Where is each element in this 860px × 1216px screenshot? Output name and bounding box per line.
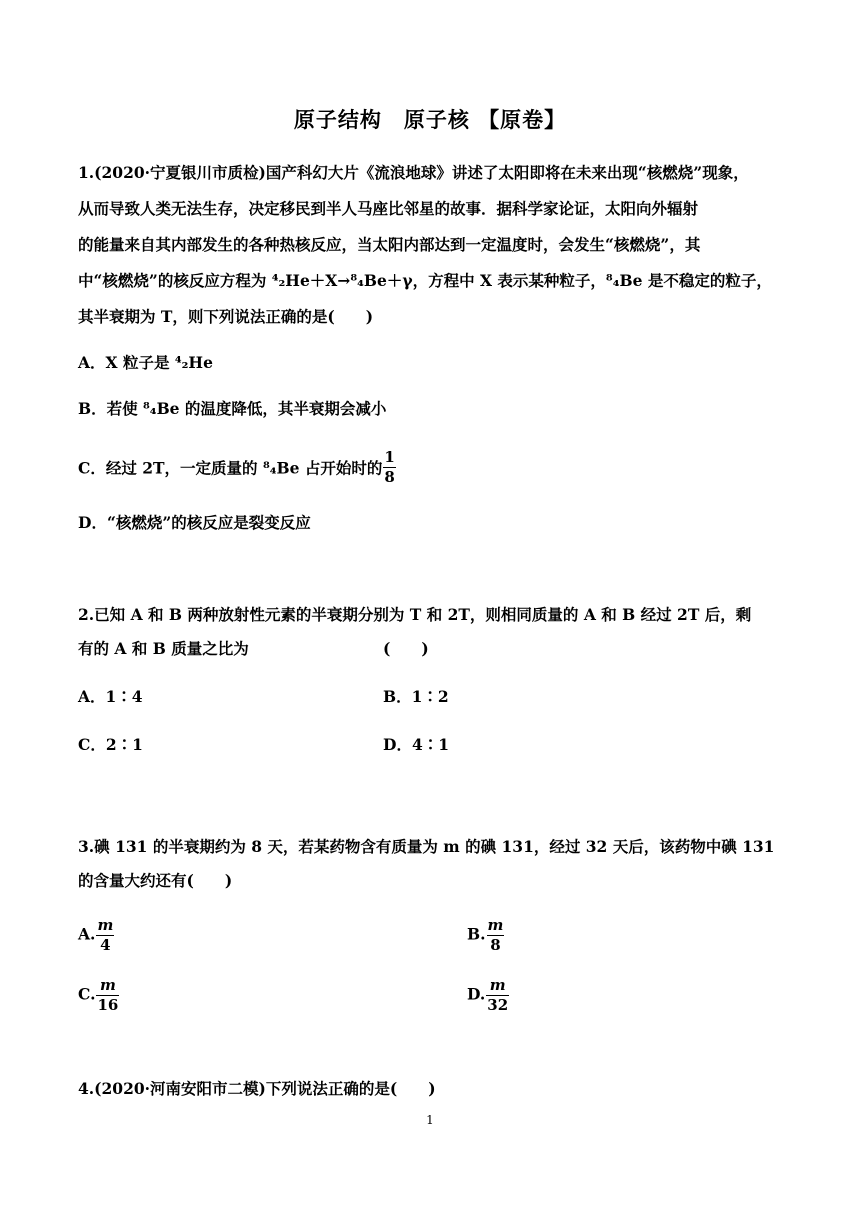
q2-option-b: B．1∶2 bbox=[383, 687, 449, 706]
page-number: 1 bbox=[426, 1113, 434, 1127]
fraction-numerator bbox=[96, 918, 114, 936]
q2-option-a: A．1∶4 bbox=[78, 687, 143, 706]
fraction-denominator: 8 bbox=[490, 936, 501, 954]
q3-option-b-fraction bbox=[487, 918, 505, 953]
q1-option-c-text: C．经过 2T，一定质量的 ⁸₄Be 占开始时的 bbox=[78, 458, 383, 478]
m-symbol: m bbox=[97, 916, 114, 934]
q1-option-c-fraction bbox=[383, 450, 395, 485]
q3-option-d-fraction bbox=[486, 978, 509, 1013]
q3-option-d bbox=[467, 978, 509, 1013]
q3-option-b bbox=[467, 918, 504, 953]
q1-option-c bbox=[78, 448, 396, 487]
fraction-denominator: 8 bbox=[384, 468, 395, 486]
q3-option-c bbox=[78, 978, 119, 1013]
q1-line-2: 从而导致人类无法生存，决定移民到半人马座比邻星的故事．据科学家论证，太阳向外辐射 bbox=[78, 199, 699, 218]
q1-line-1: 1.(2020·宁夏银川市质检)国产科幻大片《流浪地球》讲述了太阳即将在未来出现“核燃烧”现象， bbox=[78, 163, 749, 182]
fraction-denominator: 16 bbox=[97, 996, 119, 1014]
fraction-numerator bbox=[487, 918, 505, 936]
q3-option-c-label: C. bbox=[78, 984, 96, 1004]
q1-line-3: 的能量来自其内部发生的各种热核反应，当太阳内部达到一定温度时，会发生“核燃烧”，其 bbox=[78, 235, 701, 254]
q2-option-c: C．2∶1 bbox=[78, 735, 143, 754]
m-symbol: m bbox=[489, 976, 506, 994]
q1-line-4: 中“核燃烧”的核反应方程为 ⁴₂He＋X→⁸₄Be＋γ，方程中 X 表示某种粒子，⁸₄Be 是不稳定的粒子， bbox=[78, 271, 772, 290]
q3-option-a-fraction bbox=[96, 918, 114, 953]
document-title: 原子结构 原子核 【原卷】 bbox=[293, 107, 567, 132]
fraction-denominator: 32 bbox=[487, 996, 509, 1014]
m-symbol: m bbox=[99, 976, 116, 994]
fraction-denominator: 4 bbox=[100, 936, 111, 954]
q2-answer-paren: ( ) bbox=[383, 639, 429, 658]
q3-line-2: 的含量大约还有( ) bbox=[78, 871, 233, 890]
fraction-numerator bbox=[96, 978, 119, 996]
q3-line-1: 3.碘 131 的半衰期约为 8 天，若某药物含有质量为 m 的碘 131，经过 32 天后，该药物中碘 131 bbox=[78, 837, 775, 856]
fraction-numerator: 1 bbox=[384, 448, 395, 466]
q2-line-2: 有的 A 和 B 质量之比为 bbox=[78, 639, 249, 658]
q3-option-d-label: D. bbox=[467, 984, 486, 1004]
q3-option-a-label: A. bbox=[78, 924, 96, 944]
q3-option-a bbox=[78, 918, 114, 953]
q4-line-1: 4.(2020·河南安阳市二模)下列说法正确的是( ) bbox=[78, 1079, 436, 1098]
q1-option-a: A．X 粒子是 ⁴₂He bbox=[78, 353, 213, 372]
fraction-numerator bbox=[486, 978, 509, 996]
q2-option-d: D．4∶1 bbox=[383, 735, 450, 754]
q3-option-b-label: B. bbox=[467, 924, 486, 944]
q1-option-b: B．若使 ⁸₄Be 的温度降低，其半衰期会减小 bbox=[78, 399, 387, 418]
m-symbol: m bbox=[487, 916, 504, 934]
q3-option-c-fraction bbox=[96, 978, 119, 1013]
q1-line-5: 其半衰期为 T，则下列说法正确的是( ) bbox=[78, 307, 374, 326]
q2-line-1: 2.已知 A 和 B 两种放射性元素的半衰期分别为 T 和 2T，则相同质量的 A 和 B 经过 2T 后，剩 bbox=[78, 605, 752, 624]
q1-option-d: D．“核燃烧”的核反应是裂变反应 bbox=[78, 513, 311, 532]
